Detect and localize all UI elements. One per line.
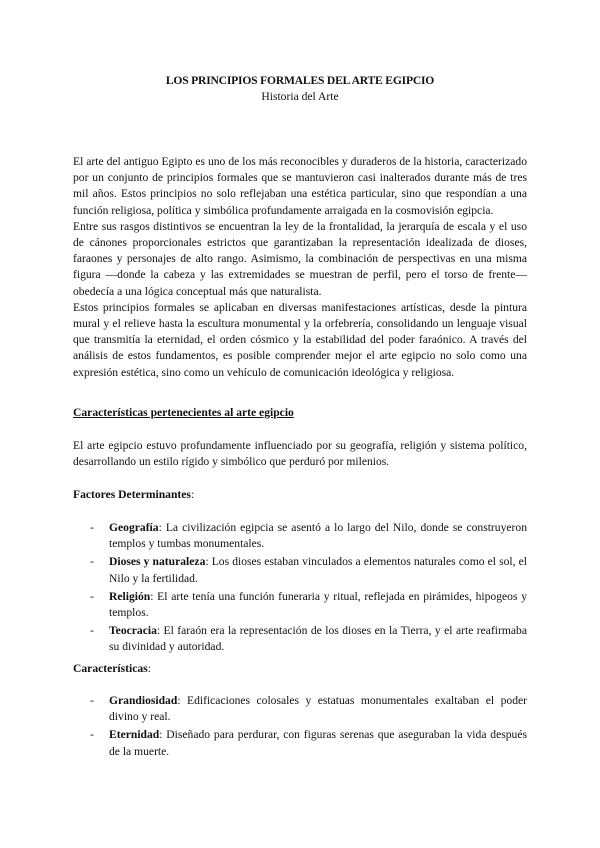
intro-section	[73, 154, 527, 381]
bullet-dash: -	[90, 555, 94, 569]
bullet-text: : Diseñado para perdurar, con figuras serenas que aseguraban la vida después de la muerte.	[109, 728, 527, 758]
document-page	[73, 0, 527, 848]
bullet-text: : La civilización egipcia se asentó a lo largo del Nilo, donde se construyeron templos y tumbas monumentales.	[109, 521, 527, 551]
list-item	[73, 623, 527, 655]
factors-heading	[73, 487, 527, 503]
intro-paragraph: Estos principios formales se aplicaban en diversas manifestaciones artísticas, desde la pintura mural y el relieve hasta la escultura monumental y la orfebrería, consolidando un lenguaje visual que transmitía la eternidad, el orden cósmico y la estabilidad del poder faraónico. A través del análisis de estos fundamentos, es posible comprender mejor el arte egipcio no solo como una expresión estética, sino como un vehículo de comunicación ideológica y religiosa.	[73, 300, 527, 379]
list-item	[73, 520, 527, 552]
bullet-dash: -	[90, 521, 94, 534]
bullet-term: Dioses y naturaleza	[109, 555, 206, 569]
bullet-term: Eternidad	[109, 728, 160, 742]
factors-list	[73, 520, 527, 658]
bullet-dash: -	[90, 694, 94, 707]
bullet-term: Grandiosidad	[109, 694, 178, 707]
bullet-dash: -	[90, 728, 94, 742]
document-title: LOS PRINCIPIOS FORMALES DEL ARTE EGIPCIO	[165, 74, 435, 87]
characteristics-list	[73, 693, 527, 762]
list-item	[73, 693, 527, 725]
section-paragraph: El arte egipcio estuvo profundamente influenciado por su geografía, religión y sistema político, desarrollando un estilo rígido y simbólico que perduró por milenios.	[73, 439, 527, 469]
bullet-text: : Edificaciones colosales y estatuas monumentales exaltaban el poder divino y real.	[109, 694, 527, 724]
bullet-dash: -	[90, 624, 94, 638]
characteristics-heading-colon: :	[147, 662, 151, 675]
characteristics-heading	[73, 661, 527, 677]
characteristics-heading-label: Características	[73, 662, 148, 675]
factors-heading-label: Factores Determinantes	[73, 488, 191, 501]
document-subtitle: Historia del Arte	[261, 90, 339, 103]
bullet-term: Religión	[109, 589, 151, 603]
list-item	[73, 727, 527, 759]
bullet-text: : El arte tenía una función funeraria y ritual, reflejada en pirámides, hipogeos y templos.	[109, 589, 527, 620]
section-heading: Características pertenecientes al arte egipcio	[73, 406, 294, 419]
factors-heading-colon: :	[190, 488, 195, 501]
bullet-term: Teocracia	[109, 624, 157, 638]
list-item	[73, 554, 527, 586]
bullet-term: Geografía	[109, 521, 159, 534]
bullet-text: : Los dioses estaban vinculados a elementos naturales como el sol, el Nilo y la fertilidad.	[109, 555, 527, 585]
intro-paragraph: Entre sus rasgos distintivos se encuentran la ley de la frontalidad, la jerarquía de escala y el uso de cánones proporcionales estrictos que garantizaban la representación idealizada de dioses, faraones y personajes de alto rango. Asimismo, la combinación de perspectivas en una misma figura —donde la cabeza y las extremidades se muestran de perfil, pero el torso de frente— obedecía a una lógica conceptual más que naturalista.	[73, 219, 527, 298]
bullet-dash: -	[90, 589, 94, 603]
intro-paragraph: El arte del antiguo Egipto es uno de los más reconocibles y duraderos de la historia, caracterizado por un conjunto de principios formales que se mantuvieron casi inalterados durante más de tres mil años. Estos principios no solo reflejaban una estética particular, sino que respondían a una función religiosa, política y simbólica profundamente arraigada en la cosmovisión egipcia.	[73, 155, 527, 217]
bullet-text: : El faraón era la representación de los dioses en la Tierra, y el arte reafirmaba su divinidad y autoridad.	[109, 624, 527, 654]
list-item	[73, 589, 527, 621]
